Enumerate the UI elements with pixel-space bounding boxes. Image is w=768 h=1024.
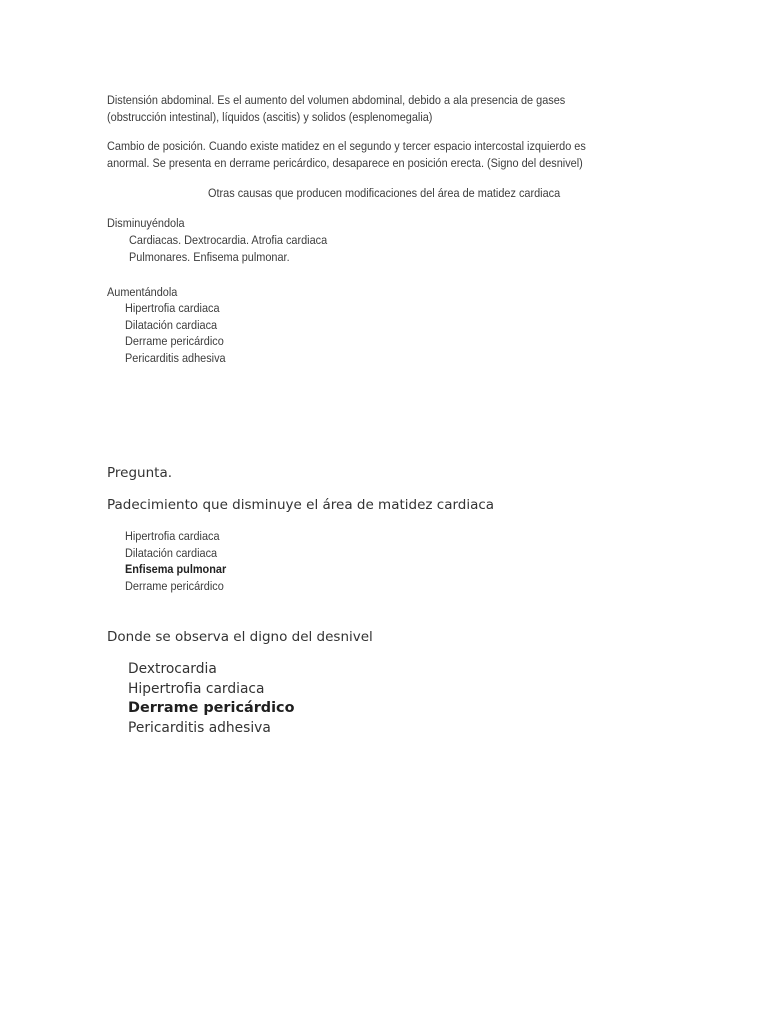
- question-2-text: Donde se observa el digno del desnivel: [107, 629, 373, 645]
- option-item-answer: Enfisema pulmonar: [125, 562, 227, 576]
- option-item-answer: Derrame pericárdico: [128, 700, 295, 716]
- question-2-options: [128, 660, 294, 738]
- option-item: Hipertrofia cardiaca: [125, 529, 220, 543]
- paragraph-line: Distensión abdominal. Es el aumento del volumen abdominal, debido a ala presencia de gases: [107, 93, 566, 107]
- option-item: Dilatación cardiaca: [125, 545, 218, 560]
- list-item: Pulmonares. Enfisema pulmonar.: [129, 249, 290, 264]
- pregunta-label: Pregunta.: [107, 465, 173, 481]
- aumentandola-list: [125, 300, 226, 366]
- paragraph-line: anormal. Se presenta en derrame pericárdico, desaparece en posición erecta. (Signo del desnivel): [107, 155, 583, 170]
- question-1-text: Padecimiento que disminuye el área de matidez cardiaca: [107, 497, 495, 513]
- section-title: [0, 185, 768, 201]
- list-item: Hipertrofia cardiaca: [125, 301, 220, 315]
- disminuyendola-list: [129, 232, 327, 265]
- aumentandola-heading: Aumentándola: [107, 285, 178, 299]
- distension-paragraph: [107, 92, 565, 125]
- section-title-text: Otras causas que producen modificaciones del área de matidez cardiaca: [207, 186, 561, 200]
- option-item: Derrame pericárdico: [125, 578, 224, 593]
- paragraph-line: (obstrucción intestinal), líquidos (ascitis) y solidos (esplenomegalia): [107, 109, 433, 124]
- list-item: Pericarditis adhesiva: [125, 350, 226, 365]
- option-item: Pericarditis adhesiva: [128, 719, 271, 736]
- option-item: Hipertrofia cardiaca: [128, 680, 265, 697]
- list-item: Dilatación cardiaca: [125, 317, 218, 332]
- list-item: Derrame pericárdico: [125, 334, 224, 348]
- paragraph-line: Cambio de posición. Cuando existe matidez en el segundo y tercer espacio intercostal izquierdo es: [107, 139, 586, 153]
- cambio-posicion-paragraph: [107, 138, 586, 171]
- disminuyendola-heading: Disminuyéndola: [107, 216, 185, 230]
- question-1-options: [125, 528, 226, 594]
- option-item: Dextrocardia: [128, 661, 217, 677]
- list-item: Cardiacas. Dextrocardia. Atrofia cardiaca: [129, 233, 328, 247]
